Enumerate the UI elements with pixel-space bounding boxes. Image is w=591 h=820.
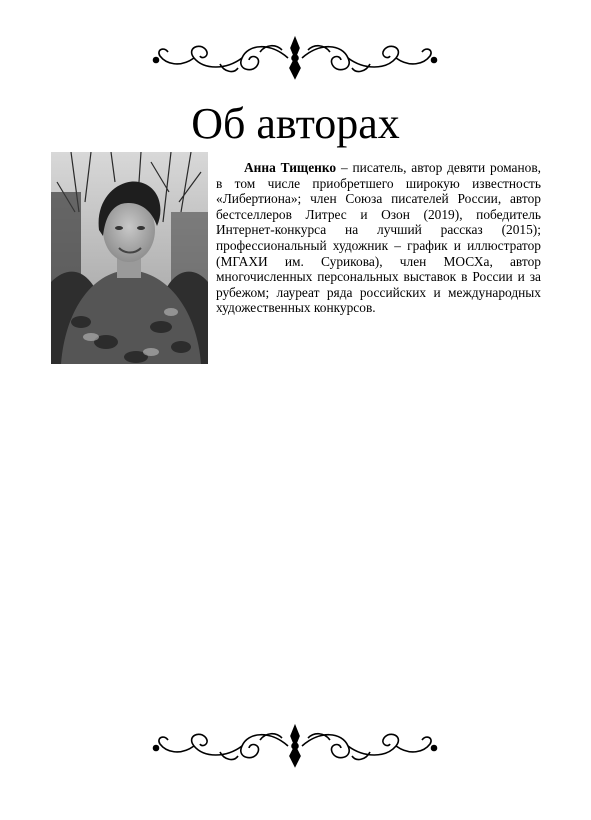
author-bio-text: – писатель, автор девяти романов, в том числе приобретшего широкую известность «Либертиона»; член Союза писателей России, автор бестселлеров Литрес и Озон (2019), победитель Интернет-конкурса на лучший рассказ (2015); профессиональный художник – график и иллюстратор (МГАХИ им. Сурикова), член МОСХа, автор многочисленных персональных выставок в России и за рубежом; лауреат ряда российских и международных художественных конкурсов. [216, 160, 541, 316]
page-title: Об авторах [191, 99, 400, 148]
author-bio [216, 160, 541, 316]
bottom-ornament-icon [150, 722, 440, 770]
author-photo [51, 152, 208, 364]
author-name: Анна Тищенко [244, 160, 337, 175]
top-ornament-icon [150, 34, 440, 82]
